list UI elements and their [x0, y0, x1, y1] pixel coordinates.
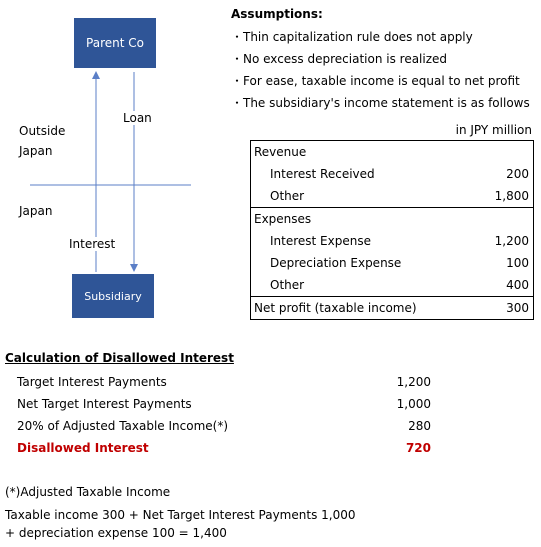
disallowed-interest-row [17, 437, 431, 459]
calculation-value: 280 [408, 419, 431, 433]
table-row [251, 208, 534, 231]
parent-co-label: Parent Co [86, 36, 144, 50]
footnote-line: Taxable income 300 + Net Target Interest Payments 1,000 [5, 508, 356, 522]
table-row [251, 297, 534, 320]
calculation-heading: Calculation of Disallowed Interest [5, 351, 234, 365]
assumptions-heading: Assumptions: [231, 7, 323, 21]
table-row [251, 141, 534, 164]
assumption-item: ・Thin capitalization rule does not apply [231, 30, 473, 44]
net-profit-label: Net profit (taxable income) [251, 297, 478, 320]
outside-label-line2: Japan [19, 144, 53, 158]
outside-label-line1: Outside [19, 124, 66, 138]
subsidiary-box [72, 274, 154, 318]
revenue-item-label: Interest Received [251, 163, 478, 185]
calculation-value: 1,200 [396, 375, 431, 389]
assumption-item: ・The subsidiary's income statement is as follows [231, 96, 530, 110]
revenue-item-label: Other [251, 185, 478, 208]
calculation-label: 20% of Adjusted Taxable Income(*) [17, 419, 229, 433]
disallowed-interest-label: Disallowed Interest [17, 441, 149, 455]
subsidiary-label: Subsidiary [84, 289, 142, 303]
parent-co-box [74, 18, 156, 68]
assumption-item: ・For ease, taxable income is equal to net profit [231, 74, 520, 88]
table-row [251, 185, 534, 208]
footnote-line: + depreciation expense 100 = 1,400 [5, 526, 227, 540]
calculation-label: Target Interest Payments [17, 375, 167, 389]
table-row [251, 274, 534, 297]
table-row [251, 252, 534, 274]
revenue-header: Revenue [251, 141, 478, 164]
expense-item-value: 100 [477, 252, 533, 274]
interest-label: Interest [69, 237, 116, 251]
expense-item-label: Interest Expense [251, 230, 478, 252]
japan-label: Japan [19, 204, 53, 218]
expense-item-value: 400 [477, 274, 533, 297]
revenue-item-value: 200 [477, 163, 533, 185]
expense-item-value: 1,200 [477, 230, 533, 252]
calculation-value: 1,000 [396, 397, 431, 411]
calculation-row [17, 415, 431, 437]
calculation-label: Net Target Interest Payments [17, 397, 192, 411]
assumption-item: ・No excess depreciation is realized [231, 52, 448, 66]
table-row [251, 230, 534, 252]
unit-label: in JPY million [455, 123, 532, 137]
loan-label: Loan [123, 111, 152, 125]
revenue-item-value: 1,800 [477, 185, 533, 208]
disallowed-interest-value: 720 [405, 441, 431, 455]
footnote-title: (*)Adjusted Taxable Income [5, 485, 171, 499]
expense-item-label: Depreciation Expense [251, 252, 478, 274]
table-row [251, 163, 534, 185]
net-profit-value: 300 [477, 297, 533, 320]
expenses-header: Expenses [251, 208, 478, 231]
expense-item-label: Other [251, 274, 478, 297]
income-statement-table [250, 140, 534, 320]
calculation-row [17, 393, 431, 415]
calculation-row [17, 371, 431, 393]
